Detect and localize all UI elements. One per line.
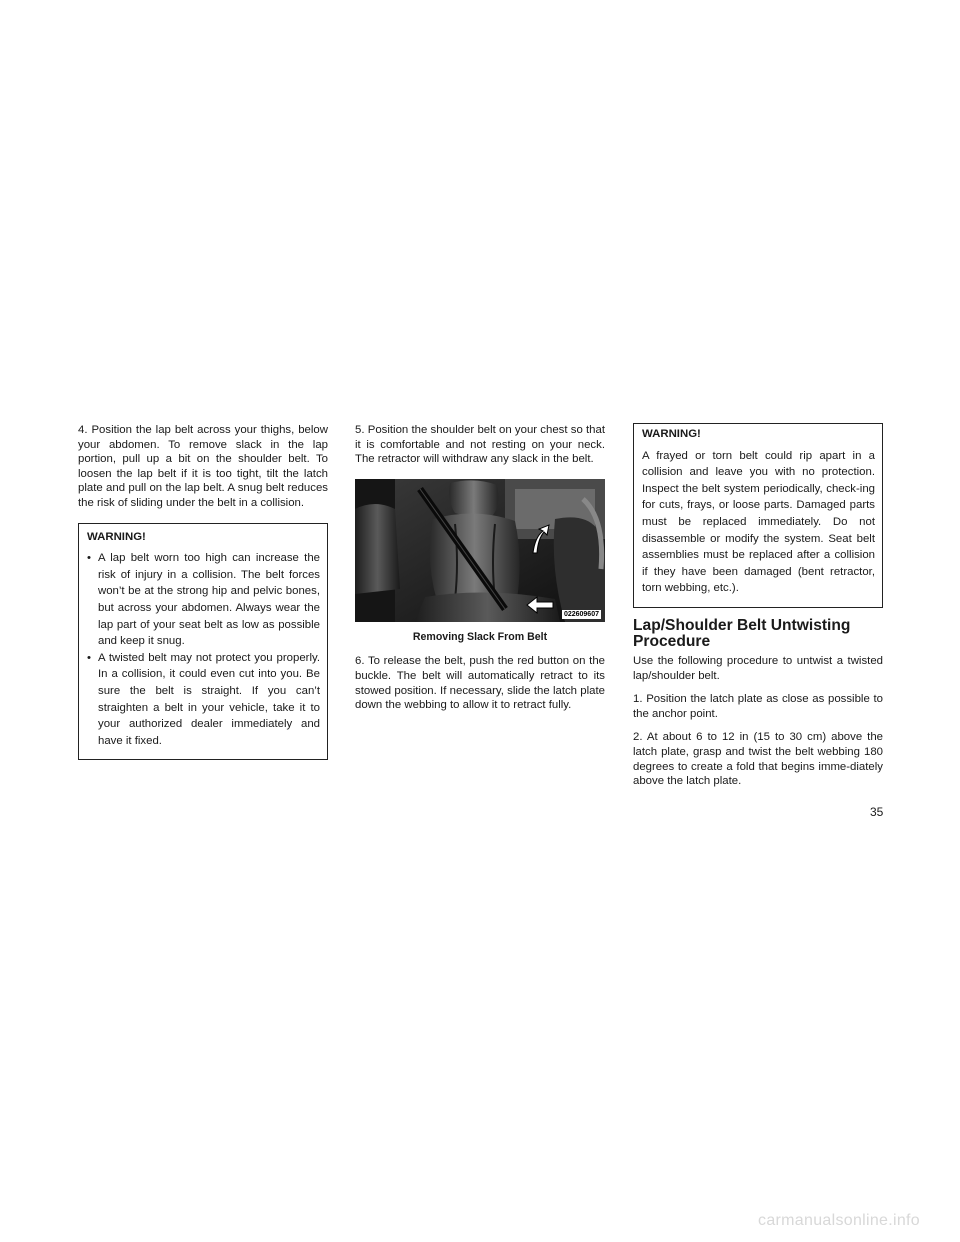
column-right	[633, 423, 883, 798]
figure-caption: Removing Slack From Belt	[412, 630, 548, 643]
page-number: 35	[870, 805, 884, 819]
step-6-paragraph: 6. To release the belt, push the red button on the buckle. The belt will automatically retract to its stowed position. If necessary, slide the latch plate down the webbing to allow it to retract fully.	[355, 655, 605, 712]
column-left	[78, 423, 328, 760]
warning-list	[87, 550, 320, 749]
step-4-paragraph: 4. Position the lap belt across your thighs, below your abdomen. To remove slack in the lap portion, pull up a bit on the shoulder belt. To loosen the lap belt if it is too tight, tilt the latch plate and pull on the lap belt. A snug belt reduces the risk of sliding under the belt in a collision.	[78, 424, 328, 509]
procedure-intro: Use the following procedure to untwist a twisted lap/shoulder belt.	[633, 654, 883, 682]
warning-box-lap-belt	[78, 523, 328, 761]
warning-item-text: A twisted belt may not protect you properly. In a collision, it could even cut into you. Be sure the belt is straight. If you can’t straighten a belt in your vehicle, take it to your authorized dealer immediately and have it fixed.	[98, 651, 320, 747]
step-5-paragraph: 5. Position the shoulder belt on your chest so that it is comfortable and not resting on your neck. The retractor will withdraw any slack in the belt.	[355, 424, 605, 466]
figure-code: 022609607	[563, 610, 599, 618]
warning-box-frayed-belt	[633, 423, 883, 608]
warning-title: WARNING!	[87, 530, 146, 543]
section-heading: Lap/Shoulder Belt Untwisting Procedure	[633, 616, 851, 650]
warning-item	[87, 650, 320, 750]
seat-photo-illustration	[355, 479, 605, 622]
bullet-icon: •	[87, 552, 91, 565]
column-middle	[355, 423, 605, 725]
warning-item-text: A lap belt worn too high can increase the risk of injury in a collision. The belt forces won’t be at the strong hip and pelvic bones, but across your abdomen. Always wear the lap part of your seat belt as low as possible and keep it snug.	[98, 552, 320, 648]
warning-item	[87, 550, 320, 650]
warning-title: WARNING!	[642, 428, 701, 440]
watermark: carmanualsonline.info	[758, 1212, 920, 1229]
warning-body: A frayed or torn belt could rip apart in a collision and leave you with no protection. Inspect the belt system periodically, check-ing for cuts, frays, or loose parts. Damaged parts must be replaced immediately. Do not disassemble or modify the system. Seat belt assemblies must be replaced after a collision if they have been damaged (bent retractor, torn webbing, etc.).	[642, 449, 875, 595]
procedure-step-1: 1. Position the latch plate as close as possible to the anchor point.	[633, 693, 883, 720]
procedure-step-2: 2. At about 6 to 12 in (15 to 30 cm) above the latch plate, grasp and twist the belt webbing 180 degrees to create a fold that begins imme-diately above the latch plate.	[633, 731, 883, 788]
bullet-icon: •	[87, 651, 91, 664]
seat-belt-photo	[355, 479, 605, 622]
